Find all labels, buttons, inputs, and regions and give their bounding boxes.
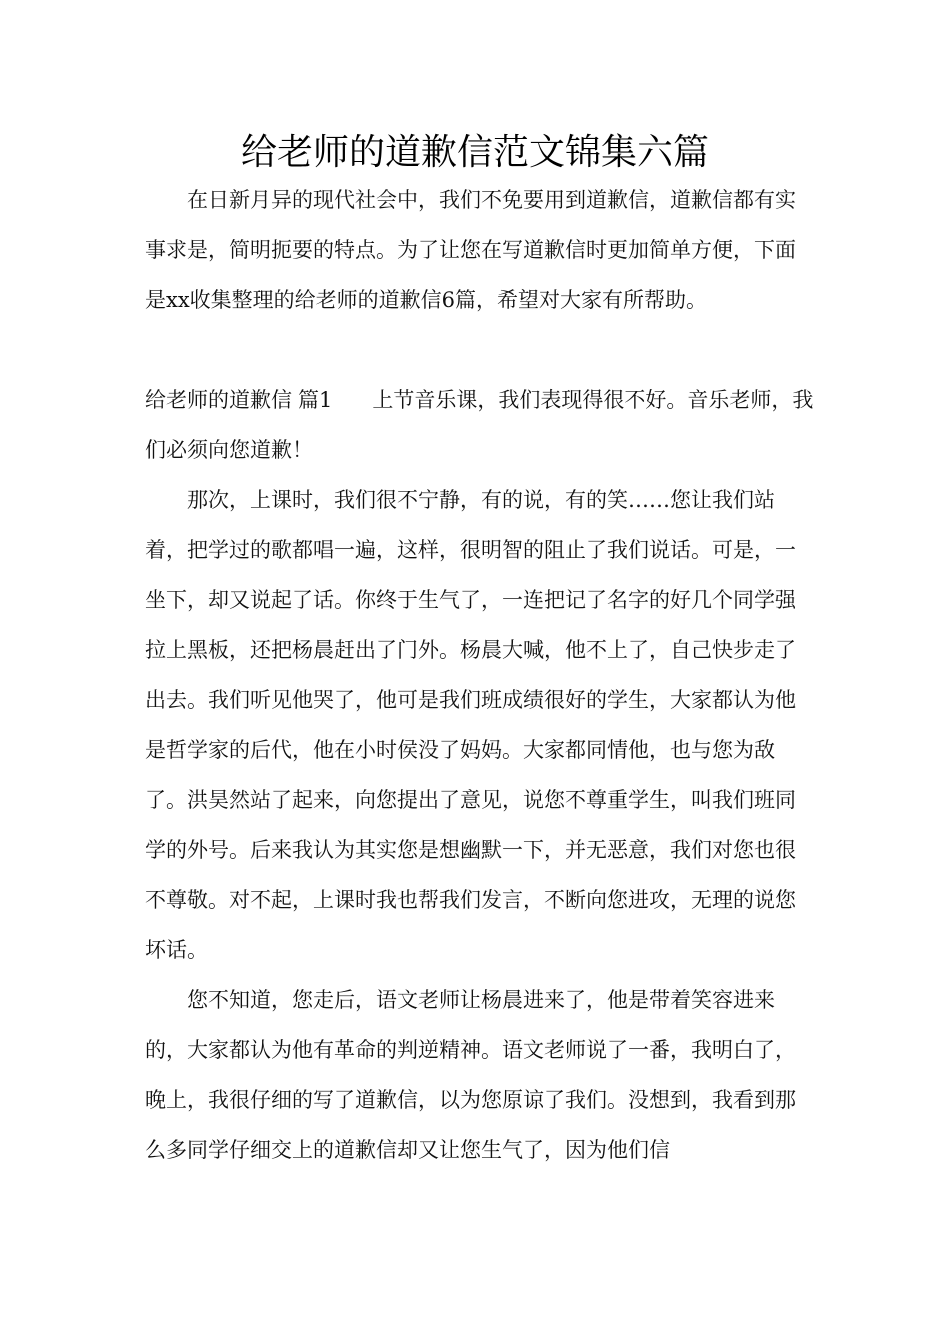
section-1-first-line	[145, 375, 815, 475]
section-1-number: 篇1	[298, 388, 333, 412]
body-paragraph: 那次，上课时，我们很不宁静，有的说，有的笑……您让我们站着，把学过的歌都唱一遍，这样，很明智的阻止了我们说话。可是，一坐下，却又说起了话。你终于生气了，一连把记了名字的好几个同学强拉上黑板，还把杨晨赶出了门外。杨晨大喊，他不上了，自己快步走了出去。我们听见他哭了，他可是我们班成绩很好的学生，大家都认为他是哲学家的后代，他在小时侯没了妈妈。大家都同情他，也与您为敌了。洪昊然站了起来，向您提出了意见，说您不尊重学生，叫我们班同学的外号。后来我认为其实您是想幽默一下，并无恶意，我们对您也很不尊敬。对不起，上课时我也帮我们发言，不断向您进攻，无理的说您坏话。	[145, 488, 796, 962]
section-spacer	[145, 325, 815, 375]
intro-paragraph: 在日新月异的现代社会中，我们不免要用到道歉信，道歉信都有实事求是，简明扼要的特点。为了让您在写道歉信时更加简单方便，下面是xx收集整理的给老师的道歉信6篇，希望对大家有所帮助。	[145, 188, 796, 312]
body-paragraph: 您不知道，您走后，语文老师让杨晨进来了，他是带着笑容进来的，大家都认为他有革命的判逆精神。语文老师说了一番，我明白了，晚上，我很仔细的写了道歉信，以为您原谅了我们。没想到，我看到那么多同学仔细交上的道歉信却又让您生气了，因为他们信	[145, 988, 796, 1162]
document-title: 给老师的道歉信范文锦集六篇	[240, 132, 709, 173]
section-1-opening-text: 上节音乐课，我们表现得很不好。音乐老师，我们必须向您道歉！	[145, 388, 814, 462]
section-1-title: 给老师的道歉信	[145, 388, 292, 412]
document-body	[145, 175, 815, 1175]
